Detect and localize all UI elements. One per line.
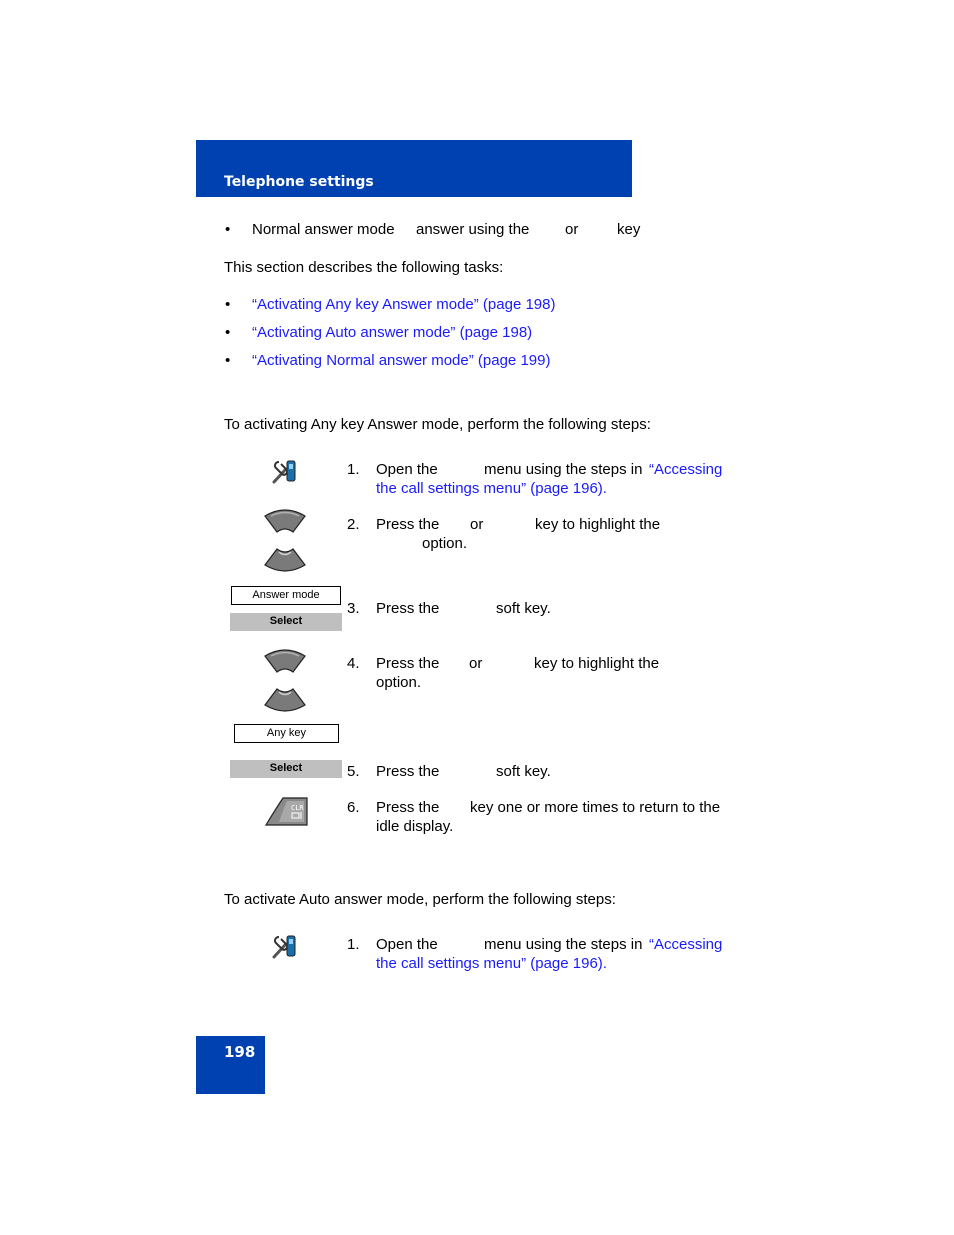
bullet: • (225, 296, 231, 313)
task-link-any-key[interactable]: “Activating Any key Answer mode” (page 198) (252, 296, 556, 313)
step-text: option. (376, 674, 422, 691)
step-number: 1. (347, 936, 360, 953)
step-number: 2. (347, 516, 360, 533)
tasks-intro: This section describes the following tasks: (224, 259, 504, 276)
step-text: soft key. (496, 763, 551, 780)
step-text: Press the (376, 763, 440, 780)
navigation-down-key-icon (263, 547, 307, 573)
tools-icon (271, 933, 299, 959)
step-text: Open the (376, 461, 438, 478)
task-link-normal-answer[interactable]: “Activating Normal answer mode” (page 199) (252, 352, 551, 369)
step-text: Press the (376, 600, 440, 617)
step-number: 4. (347, 655, 360, 672)
header-title: Telephone settings (224, 174, 374, 190)
step-text: menu using the steps in (484, 936, 643, 953)
select-softkey[interactable]: Select (230, 760, 342, 778)
step-text: soft key. (496, 600, 551, 617)
step-number: 3. (347, 600, 360, 617)
display-menu-item: Any key (234, 724, 339, 743)
navigation-up-key-icon (263, 648, 307, 674)
svg-text:CLR: CLR (291, 804, 304, 812)
step-text: idle display. (376, 818, 454, 835)
auto-intro: To activate Auto answer mode, perform the following steps: (224, 891, 616, 908)
step-text: Press the (376, 799, 440, 816)
bullet: • (225, 352, 231, 369)
tools-icon (271, 458, 299, 484)
select-softkey[interactable]: Select (230, 613, 342, 631)
step-number: 5. (347, 763, 360, 780)
step-number: 1. (347, 461, 360, 478)
normal-answer-mode-term: Normal answer mode (252, 221, 395, 238)
step-text: menu using the steps in (484, 461, 643, 478)
bullet: • (225, 324, 231, 341)
step-text: Open the (376, 936, 438, 953)
step-text: option. (422, 535, 468, 552)
page-number: 198 (224, 1043, 256, 1061)
answer-text: answer using the (416, 221, 530, 238)
step-number: 6. (347, 799, 360, 816)
navigation-down-key-icon (263, 687, 307, 713)
step-text: key one or more times to return to the (470, 799, 721, 816)
accessing-link[interactable]: the call settings menu” (page 196). (376, 480, 607, 497)
clear-key-icon (265, 796, 309, 826)
step-text: or (470, 516, 484, 533)
step-text: Press the (376, 516, 440, 533)
bullet: • (225, 221, 231, 238)
accessing-link[interactable]: “Accessing (649, 936, 723, 953)
step-text: key to highlight the (535, 516, 661, 533)
step-text: Press the (376, 655, 440, 672)
navigation-up-key-icon (263, 508, 307, 534)
step-text: or (469, 655, 483, 672)
task-link-auto-answer[interactable]: “Activating Auto answer mode” (page 198) (252, 324, 533, 341)
step-text: key to highlight the (534, 655, 660, 672)
accessing-link[interactable]: the call settings menu” (page 196). (376, 955, 607, 972)
or-text: or (565, 221, 579, 238)
key-text: key (617, 221, 641, 238)
anykey-intro: To activating Any key Answer mode, perform the following steps: (224, 416, 651, 433)
display-menu-item: Answer mode (231, 586, 341, 605)
accessing-link[interactable]: “Accessing (649, 461, 723, 478)
